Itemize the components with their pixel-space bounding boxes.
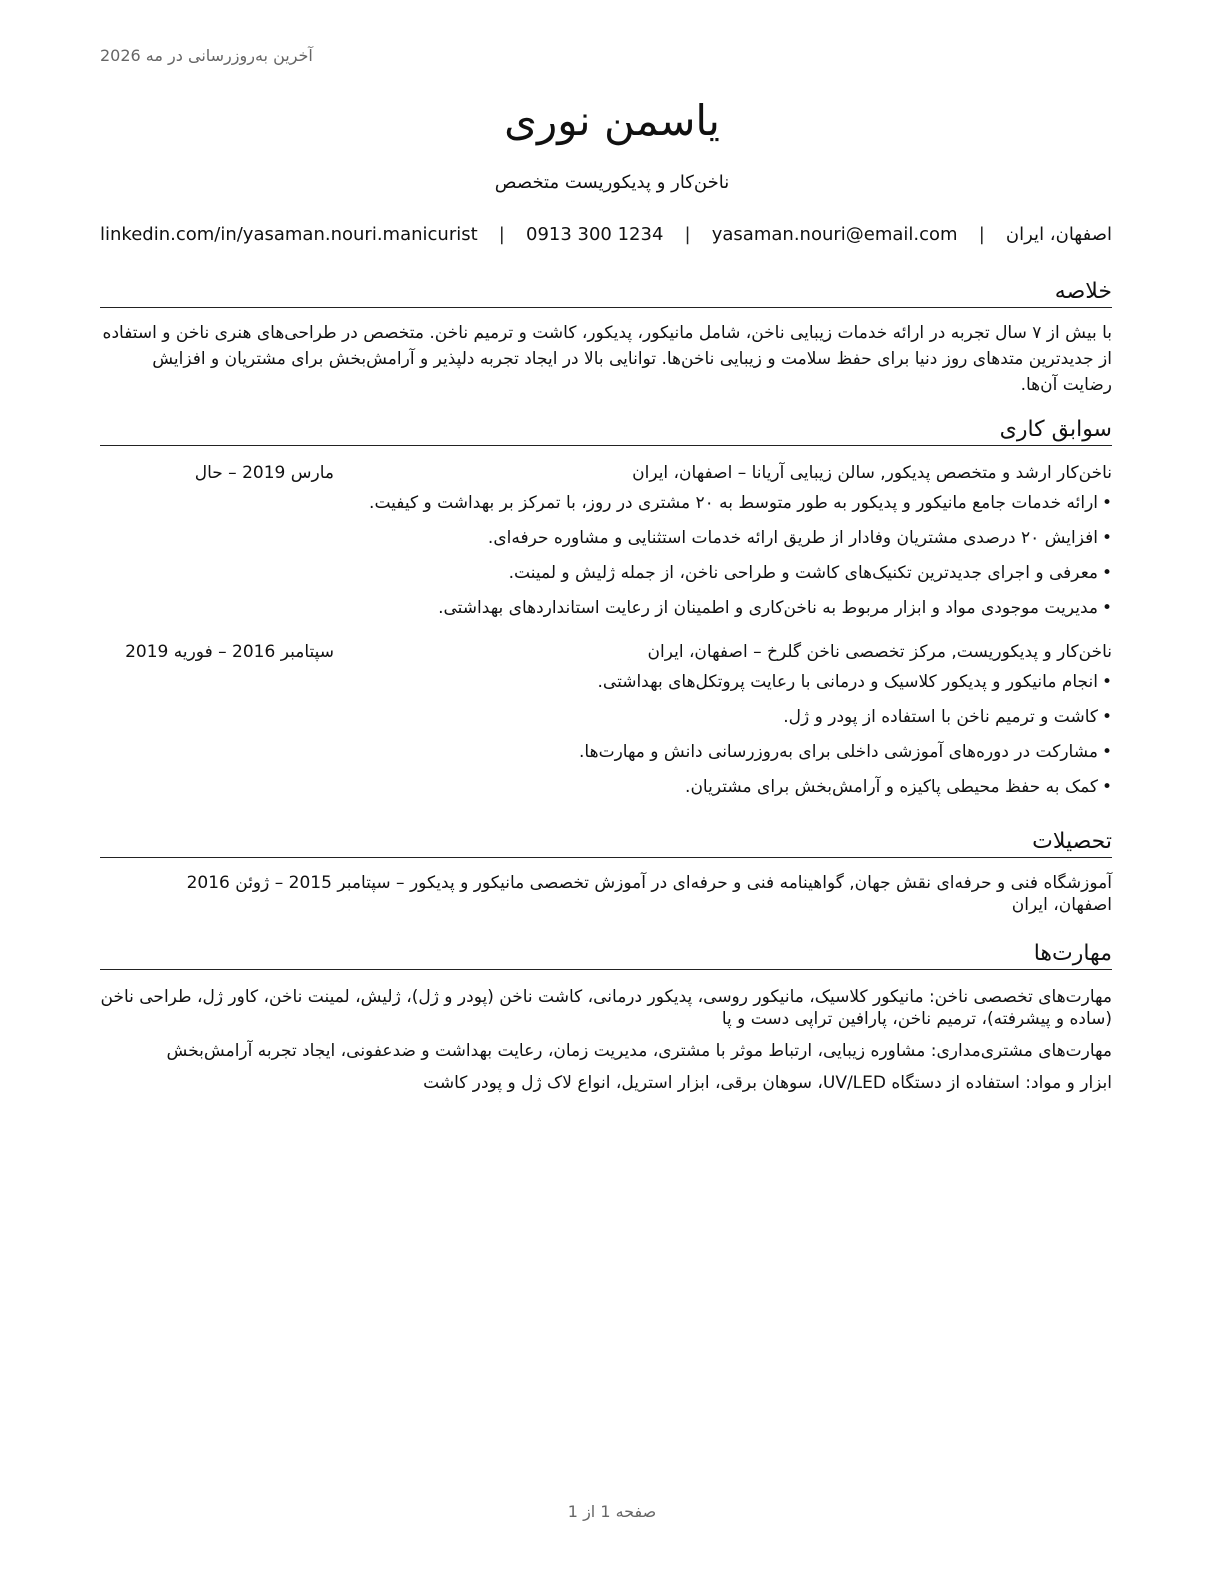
job-title: ناخن‌کار و پدیکوریست, مرکز تخصصی ناخن گلرخ – اصفهان، ایران <box>647 642 1112 662</box>
job-dates: مارس 2019 – حال <box>194 463 334 483</box>
skill-item: مهارت‌های تخصصی ناخن: مانیکور کلاسیک، مانیکور روسی، پدیکور درمانی، کاشت ناخن (پودر و ژل)، ژلیش، لمینت ناخن، کاور ژل، طراحی ناخن (ساده و پیشرفته)، ترمیم ناخن، پارافین تراپی دست و پا <box>100 987 1112 1029</box>
contact-line <box>100 224 1112 245</box>
contact-separator: | <box>684 224 691 245</box>
job-bullet: • انجام مانیکور و پدیکور کلاسیک و درمانی با رعایت پروتکل‌های بهداشتی. <box>100 669 1112 695</box>
job-header <box>100 639 1112 665</box>
experience-heading: سوابق کاری <box>100 416 1112 446</box>
job-bullet: • کاشت و ترمیم ناخن با استفاده از پودر و ژل. <box>100 704 1112 730</box>
skills-section <box>100 940 1112 1094</box>
last-updated: آخرین به‌روزرسانی در مه 2026 <box>100 46 313 65</box>
contact-separator: | <box>498 224 505 245</box>
summary-heading: خلاصه <box>100 278 1112 308</box>
job-entry <box>100 639 1112 800</box>
job-bullet: • کمک به حفظ محیطی پاکیزه و آرامش‌بخش برای مشتریان. <box>100 774 1112 800</box>
contact-email[interactable]: yasaman.nouri@email.com <box>711 224 958 245</box>
job-header <box>100 460 1112 486</box>
contact-phone[interactable]: 0913 300 1234 <box>526 224 664 245</box>
job-bullet: • مشارکت در دوره‌های آموزشی داخلی برای به‌روزرسانی دانش و مهارت‌ها. <box>100 739 1112 765</box>
education-section <box>100 828 1112 916</box>
skill-item: مهارت‌های مشتری‌مداری: مشاوره زیبایی، ارتباط موثر با مشتری، مدیریت زمان، رعایت بهداشت و ضدعفونی، ایجاد تجربه آرامش‌بخش <box>166 1041 1112 1061</box>
job-bullet: • معرفی و اجرای جدیدترین تکنیک‌های کاشت و طراحی ناخن، از جمله ژلیش و لمینت. <box>100 560 1112 586</box>
job-bullets <box>100 669 1112 800</box>
contact-separator: | <box>978 224 985 245</box>
candidate-name: یاسمن نوری <box>504 96 720 145</box>
summary-text: با بیش از ۷ سال تجربه در ارائه خدمات زیبایی ناخن، شامل مانیکور، پدیکور، کاشت و ترمیم ناخن. متخصص در طراحی‌های هنری ناخن و استفاده از جدیدترین متدهای روز دنیا برای حفظ سلامت و زیبایی ناخن‌ها. توانایی بالا در ایجاد تجربه دلپذیر و آرامش‌بخش برای مشتریان و افزایش رضایت آن‌ها. <box>102 323 1112 395</box>
job-title: ناخن‌کار ارشد و متخصص پدیکور, سالن زیبایی آریانا – اصفهان، ایران <box>632 463 1112 483</box>
contact-linkedin[interactable]: linkedin.com/in/yasaman.nouri.manicurist <box>100 224 478 245</box>
job-dates: سپتامبر 2016 – فوریه 2019 <box>125 642 334 662</box>
job-bullets <box>100 490 1112 621</box>
job-bullet: • افزایش ۲۰ درصدی مشتریان وفادار از طریق ارائه خدمات استثنایی و مشاوره حرفه‌ای. <box>100 525 1112 551</box>
contact-location: اصفهان، ایران <box>1005 224 1112 245</box>
summary-section <box>100 278 1112 398</box>
skill-item: ابزار و مواد: استفاده از دستگاه UV/LED، سوهان برقی، ابزار استریل، انواع لاک ژل و پودر کاشت <box>423 1073 1112 1093</box>
education-entry: آموزشگاه فنی و حرفه‌ای نقش جهان, گواهینامه فنی و حرفه‌ای در آموزش تخصصی مانیکور و پدیکور – سپتامبر 2015 – ژوئن 2016 <box>186 873 1112 893</box>
skills-heading: مهارت‌ها <box>100 940 1112 970</box>
education-location: اصفهان، ایران <box>1011 895 1112 915</box>
page-number: صفحه 1 از 1 <box>567 1502 657 1521</box>
candidate-role: ناخن‌کار و پدیکوریست متخصص <box>494 172 730 193</box>
job-bullet: • ارائه خدمات جامع مانیکور و پدیکور به طور متوسط به ۲۰ مشتری در روز، با تمرکز بر بهداشت و کیفیت. <box>100 490 1112 516</box>
job-bullet: • مدیریت موجودی مواد و ابزار مربوط به ناخن‌کاری و اطمینان از رعایت استانداردهای بهداشتی. <box>100 595 1112 621</box>
job-entry <box>100 460 1112 621</box>
experience-section <box>100 416 1112 809</box>
education-heading: تحصیلات <box>100 828 1112 858</box>
